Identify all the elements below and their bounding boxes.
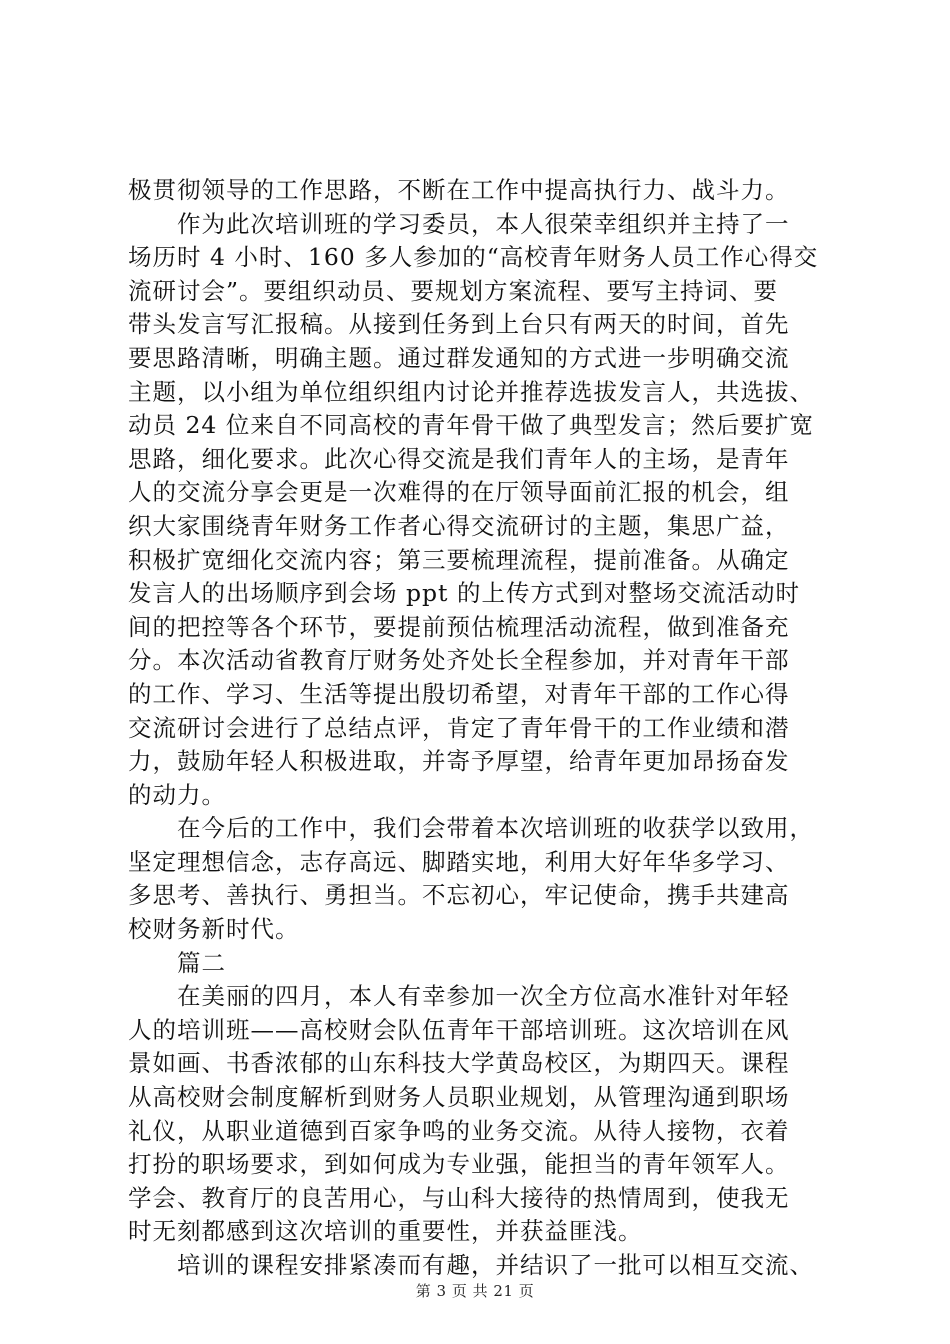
text-line: 学会、教育厅的良苦用心，与山科大接待的热情周到，使我无 bbox=[128, 1183, 790, 1212]
text-line: 人的交流分享会更是一次难得的在厅领导面前汇报的机会，组 bbox=[128, 478, 790, 507]
text-line: 场历时 4 小时、160 多人参加的“高校青年财务人员工作心得交 bbox=[128, 243, 819, 272]
text-line: 流研讨会”。要组织动员、要规划方案流程、要写主持词、要 bbox=[128, 276, 779, 305]
text-line: 织大家围绕青年财务工作者心得交流研讨的主题，集思广益， bbox=[128, 511, 790, 540]
text-line: 时无刻都感到这次培训的重要性，并获益匪浅。 bbox=[128, 1217, 643, 1246]
text-line: 思路，细化要求。此次心得交流是我们青年人的主场，是青年 bbox=[128, 444, 790, 473]
text-line: 发言人的出场顺序到会场 ppt 的上传方式到对整场交流活动时 bbox=[128, 579, 800, 608]
text-line: 交流研讨会进行了总结点评，肯定了青年骨干的工作业绩和潜 bbox=[128, 713, 790, 742]
text-line: 坚定理想信念，志存高远、脚踏实地，利用大好年华多学习、 bbox=[128, 847, 790, 876]
text-line: 极贯彻领导的工作思路，不断在工作中提高执行力、战斗力。 bbox=[128, 176, 790, 204]
text-line: 力，鼓励年轻人积极进取，并寄予厚望，给青年更加昂扬奋发 bbox=[128, 747, 790, 776]
text-line: 人的培训班——高校财会队伍青年干部培训班。这次培训在风 bbox=[128, 1015, 790, 1044]
text-line: 的工作、学习、生活等提出殷切希望，对青年干部的工作心得 bbox=[128, 679, 790, 708]
text-line: 分。本次活动省教育厅财务处齐处长全程参加，并对青年干部 bbox=[128, 646, 790, 675]
page-number-footer: 第 3 页 共 21 页 bbox=[415, 1282, 535, 1300]
text-line: 带头发言写汇报稿。从接到任务到上台只有两天的时间，首先 bbox=[128, 310, 790, 339]
body-text bbox=[128, 174, 840, 1283]
text-line: 在今后的工作中，我们会带着本次培训班的收获学以致用， bbox=[128, 814, 814, 843]
section-heading: 篇二 bbox=[128, 948, 226, 977]
text-line: 培训的课程安排紧凑而有趣，并结识了一批可以相互交流、 bbox=[128, 1251, 814, 1279]
text-line: 的动力。 bbox=[128, 780, 226, 809]
text-line: 打扮的职场要求，到如何成为专业强，能担当的青年领军人。 bbox=[128, 1150, 790, 1179]
text-line: 校财务新时代。 bbox=[128, 915, 300, 944]
text-line: 多思考、善执行、勇担当。不忘初心，牢记使命，携手共建高 bbox=[128, 881, 790, 910]
text-line: 从高校财会制度解析到财务人员职业规划，从管理沟通到职场 bbox=[128, 1083, 790, 1112]
text-line: 要思路清晰，明确主题。通过群发通知的方式进一步明确交流 bbox=[128, 343, 790, 372]
text-line: 景如画、书香浓郁的山东科技大学黄岛校区，为期四天。课程 bbox=[128, 1049, 790, 1078]
text-line: 在美丽的四月，本人有幸参加一次全方位高水准针对年轻 bbox=[128, 982, 790, 1011]
text-line: 动员 24 位来自不同高校的青年骨干做了典型发言；然后要扩宽 bbox=[128, 411, 814, 440]
text-line: 作为此次培训班的学习委员，本人很荣幸组织并主持了一 bbox=[128, 209, 790, 238]
text-line: 积极扩宽细化交流内容；第三要梳理流程，提前准备。从确定 bbox=[128, 545, 790, 574]
text-line: 间的把控等各个环节，要提前预估梳理活动流程，做到准备充 bbox=[128, 612, 790, 641]
text-line: 主题，以小组为单位组织组内讨论并推荐选拔发言人，共选拔、 bbox=[128, 377, 814, 406]
text-line: 礼仪，从职业道德到百家争鸣的业务交流。从待人接物，衣着 bbox=[128, 1116, 790, 1145]
